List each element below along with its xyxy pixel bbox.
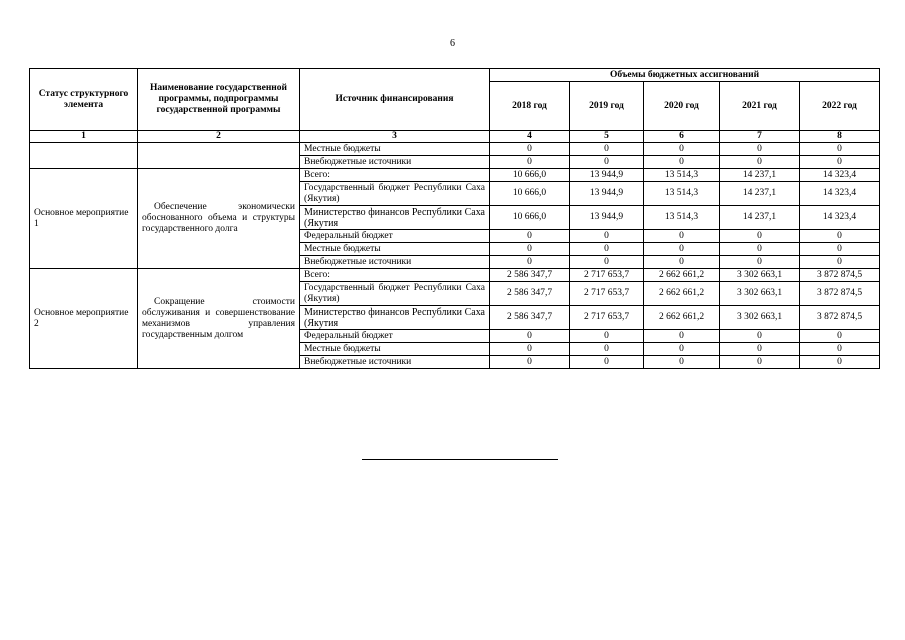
value-cell: 13 944,9 [570, 169, 644, 182]
column-number: 6 [644, 131, 720, 143]
source-cell: Местные бюджеты [300, 243, 490, 256]
value-cell: 0 [720, 356, 800, 369]
name-cell-empty [138, 143, 300, 169]
value-cell: 0 [800, 356, 880, 369]
value-cell: 2 662 661,2 [644, 306, 720, 330]
value-cell: 0 [720, 256, 800, 269]
value-cell: 0 [644, 356, 720, 369]
name-cell [138, 269, 300, 369]
header-year: 2022 год [800, 82, 880, 131]
source-cell: Федеральный бюджет [300, 330, 490, 343]
status-cell-empty [30, 143, 138, 169]
value-cell: 0 [800, 143, 880, 156]
value-cell: 13 514,3 [644, 206, 720, 230]
value-cell: 14 323,4 [800, 169, 880, 182]
value-cell: 2 717 653,7 [570, 269, 644, 282]
source-cell: Внебюджетные источники [300, 156, 490, 169]
header-year: 2018 год [490, 82, 570, 131]
value-cell: 13 944,9 [570, 182, 644, 206]
value-cell: 0 [570, 343, 644, 356]
value-cell: 0 [490, 343, 570, 356]
header-name: Наименование государственной программы, подпрограммы государственной программы [138, 69, 300, 131]
value-cell: 0 [570, 256, 644, 269]
name-text: Сокращение стоимости обслуживания и совершенствование механизмов управления государственным долгом [142, 296, 295, 340]
source-cell: Всего: [300, 269, 490, 282]
value-cell: 10 666,0 [490, 182, 570, 206]
value-cell: 14 323,4 [800, 206, 880, 230]
value-cell: 0 [570, 143, 644, 156]
value-cell: 0 [490, 356, 570, 369]
value-cell: 0 [490, 330, 570, 343]
column-number: 5 [570, 131, 644, 143]
table-row [30, 169, 880, 182]
value-cell: 0 [800, 230, 880, 243]
value-cell: 2 586 347,7 [490, 282, 570, 306]
value-cell: 0 [490, 230, 570, 243]
name-text: Обеспечение экономически обоснованного объема и структуры государственного долга [142, 202, 295, 234]
header-year: 2020 год [644, 82, 720, 131]
value-cell: 0 [644, 156, 720, 169]
value-cell: 10 666,0 [490, 169, 570, 182]
value-cell: 0 [800, 330, 880, 343]
source-cell: Местные бюджеты [300, 343, 490, 356]
source-cell: Министерство финансов Республики Саха (Якутия [300, 206, 490, 230]
page-number: 6 [450, 38, 455, 49]
footnote-separator-line [362, 459, 558, 460]
value-cell: 0 [800, 243, 880, 256]
value-cell: 0 [644, 143, 720, 156]
source-cell: Всего: [300, 169, 490, 182]
column-number: 1 [30, 131, 138, 143]
value-cell: 3 872 874,5 [800, 269, 880, 282]
value-cell: 14 323,4 [800, 182, 880, 206]
source-cell: Внебюджетные источники [300, 256, 490, 269]
header-year: 2019 год [570, 82, 644, 131]
source-cell: Государственный бюджет Республики Саха (Якутия) [300, 282, 490, 306]
value-cell: 13 944,9 [570, 206, 644, 230]
value-cell: 14 237,1 [720, 206, 800, 230]
value-cell: 0 [720, 330, 800, 343]
table-body [30, 143, 880, 369]
name-cell [138, 169, 300, 269]
header-volumes: Объемы бюджетных ассигнований [490, 69, 880, 82]
value-cell: 2 717 653,7 [570, 306, 644, 330]
value-cell: 0 [800, 256, 880, 269]
value-cell: 0 [570, 330, 644, 343]
header-source: Источник финансирования [300, 69, 490, 131]
value-cell: 3 872 874,5 [800, 306, 880, 330]
value-cell: 0 [720, 143, 800, 156]
value-cell: 0 [644, 330, 720, 343]
value-cell: 0 [490, 156, 570, 169]
source-cell: Местные бюджеты [300, 143, 490, 156]
value-cell: 2 586 347,7 [490, 269, 570, 282]
status-cell: Основное мероприятие 2 [30, 269, 138, 369]
column-number: 8 [800, 131, 880, 143]
value-cell: 0 [570, 243, 644, 256]
value-cell: 0 [720, 230, 800, 243]
value-cell: 14 237,1 [720, 169, 800, 182]
value-cell: 0 [720, 243, 800, 256]
header-status: Статус структурного элемента [30, 69, 138, 131]
column-number: 3 [300, 131, 490, 143]
value-cell: 14 237,1 [720, 182, 800, 206]
value-cell: 2 662 661,2 [644, 269, 720, 282]
source-cell: Министерство финансов Республики Саха (Якутия [300, 306, 490, 330]
value-cell: 3 872 874,5 [800, 282, 880, 306]
table-row [30, 143, 880, 156]
source-cell: Внебюджетные источники [300, 356, 490, 369]
status-cell: Основное мероприятие 1 [30, 169, 138, 269]
value-cell: 10 666,0 [490, 206, 570, 230]
value-cell: 0 [570, 156, 644, 169]
value-cell: 0 [570, 230, 644, 243]
value-cell: 3 302 663,1 [720, 306, 800, 330]
value-cell: 13 514,3 [644, 182, 720, 206]
value-cell: 13 514,3 [644, 169, 720, 182]
value-cell: 2 717 653,7 [570, 282, 644, 306]
value-cell: 3 302 663,1 [720, 269, 800, 282]
value-cell: 0 [800, 156, 880, 169]
value-cell: 0 [570, 356, 644, 369]
value-cell: 0 [490, 256, 570, 269]
value-cell: 0 [644, 256, 720, 269]
source-cell: Государственный бюджет Республики Саха (Якутия) [300, 182, 490, 206]
value-cell: 0 [490, 243, 570, 256]
value-cell: 3 302 663,1 [720, 282, 800, 306]
column-number: 4 [490, 131, 570, 143]
header-year: 2021 год [720, 82, 800, 131]
value-cell: 0 [800, 343, 880, 356]
value-cell: 2 586 347,7 [490, 306, 570, 330]
table-row [30, 269, 880, 282]
value-cell: 2 662 661,2 [644, 282, 720, 306]
column-number: 7 [720, 131, 800, 143]
value-cell: 0 [644, 343, 720, 356]
column-number: 2 [138, 131, 300, 143]
budget-table [29, 68, 880, 369]
value-cell: 0 [644, 230, 720, 243]
value-cell: 0 [490, 143, 570, 156]
value-cell: 0 [644, 243, 720, 256]
value-cell: 0 [720, 343, 800, 356]
source-cell: Федеральный бюджет [300, 230, 490, 243]
table-header [30, 69, 880, 143]
value-cell: 0 [720, 156, 800, 169]
